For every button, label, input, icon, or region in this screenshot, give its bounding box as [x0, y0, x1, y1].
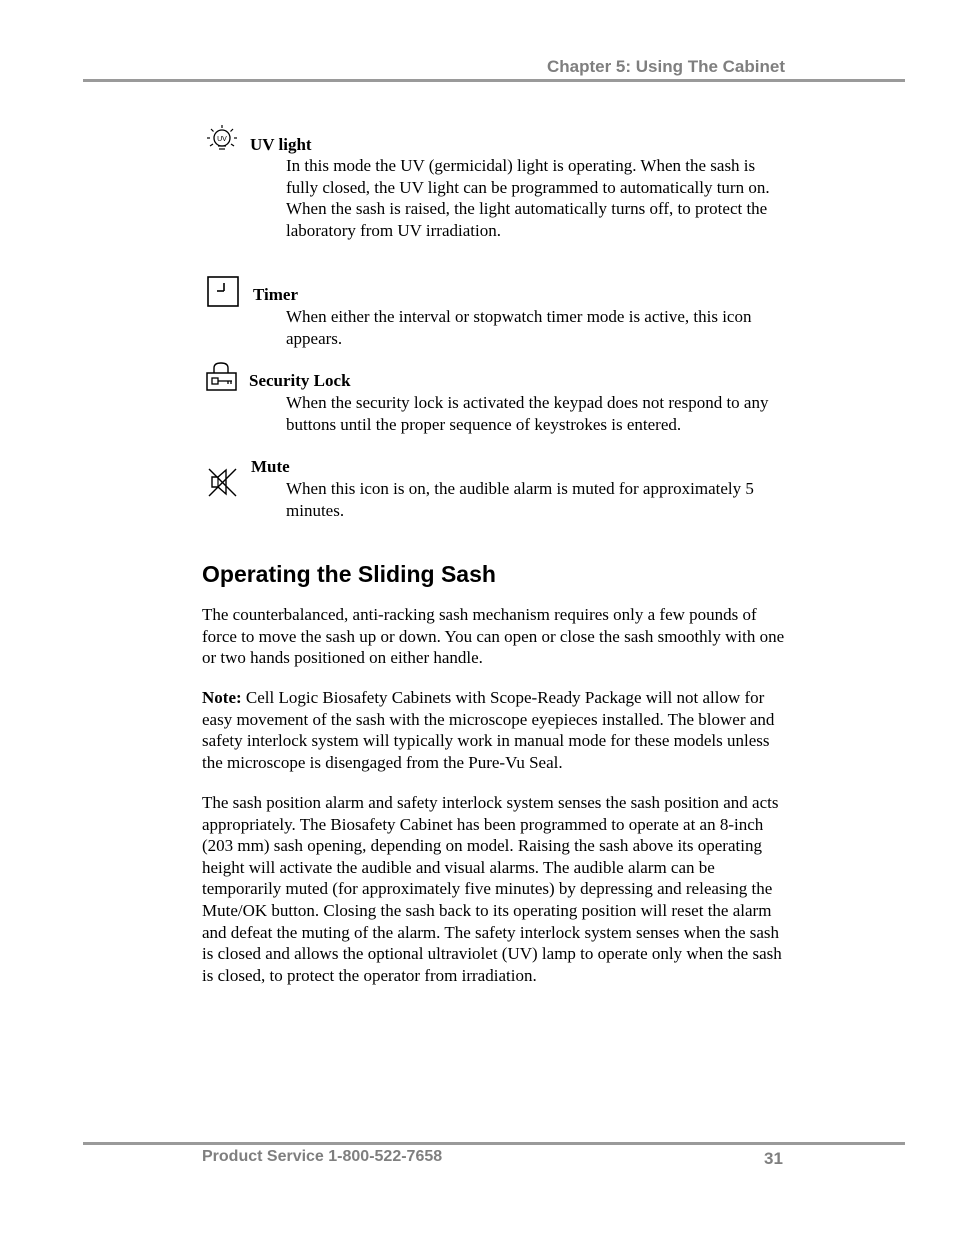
note-label: Note:	[202, 688, 242, 707]
security-lock-icon	[206, 362, 238, 392]
paragraph-sash-alarm: The sash position alarm and safety interlock system senses the sash position and acts appropriately. The Biosafety Cabinet has been programmed to operate at an 8-inch (203 mm) sash opening, depending on model. Raising the sash above its operating height will activate the audible and visual alarms. The audible alarm can be temporarily muted (for approximately five minutes) by depressing and releasing the Mute/OK button. Closing the sash back to its operating position will reset the alarm and defeat the muting of the alarm. The safety interlock system senses when the sash is closed and allows the optional ultraviolet (UV) lamp to operate only when the sash is closed, to protect the operator from irradiation.	[202, 793, 782, 985]
note-paragraph	[202, 687, 792, 773]
security-lock-label: Security Lock	[249, 371, 351, 390]
timer-description: When either the interval or stopwatch timer mode is active, this icon appears.	[286, 307, 752, 348]
timer-label: Timer	[253, 285, 299, 304]
uv-glyph-text: UV	[217, 136, 227, 143]
mute-description: When this icon is on, the audible alarm is muted for approximately 5 minutes.	[286, 479, 754, 520]
security-lock-description: When the security lock is activated the keypad does not respond to any buttons until the proper sequence of keystrokes is entered.	[286, 393, 769, 434]
uv-light-label: UV light	[250, 135, 312, 154]
mute-label: Mute	[251, 457, 290, 476]
note-text: Cell Logic Biosafety Cabinets with Scope-Ready Package will not allow for easy movement of the sash with the microscope eyepieces installed. The blower and safety interlock system will typically work in manual mode for these models unless the microscope is disengaged from the Pure-Vu Seal.	[202, 688, 775, 772]
section-title: Operating the Sliding Sash	[202, 561, 496, 587]
paragraph-sash-mechanism: The counterbalanced, anti-racking sash mechanism requires only a few pounds of force to move the sash up or down. You can open or close the sash smoothly with one or two hands positioned on either handle.	[202, 605, 785, 668]
header-rule	[83, 79, 905, 82]
footer-rule	[83, 1142, 905, 1145]
chapter-header: Chapter 5: Using The Cabinet	[546, 57, 785, 76]
page-number: 31	[764, 1149, 783, 1168]
uv-light-icon	[206, 124, 240, 156]
mute-icon	[207, 466, 239, 498]
timer-icon	[207, 276, 240, 308]
footer-product-service: Product Service 1-800-522-7658	[202, 1148, 443, 1165]
uv-light-description: In this mode the UV (germicidal) light is operating. When the sash is fully closed, the UV light can be programmed to automatically turn on. When the sash is raised, the light automatically turns off, to protect the laboratory from UV irradiation.	[286, 156, 770, 240]
